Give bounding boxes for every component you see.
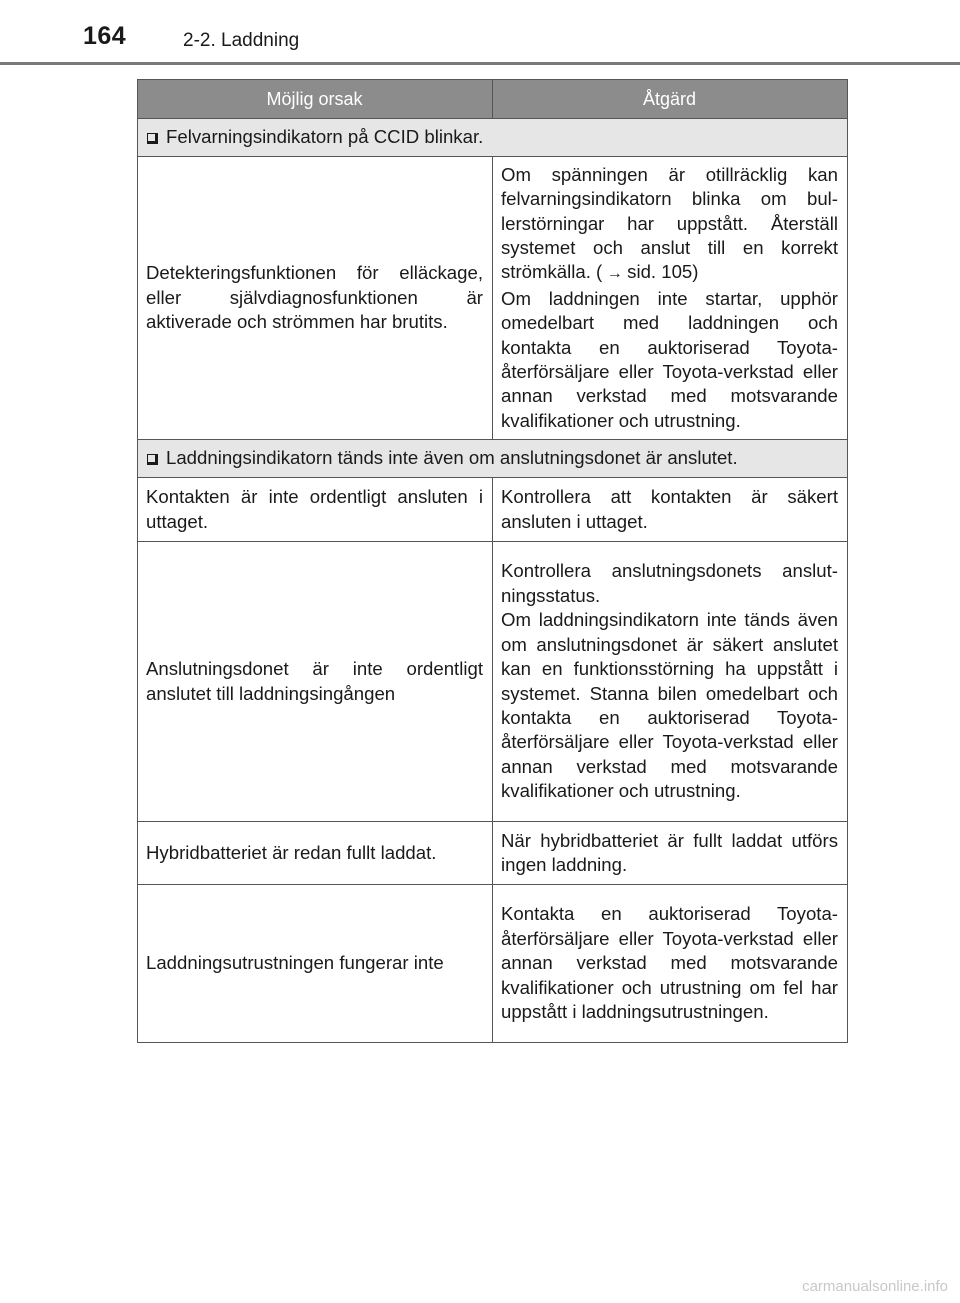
checkbox-icon (147, 133, 158, 144)
checkbox-icon (147, 454, 158, 465)
page-number: 164 (83, 22, 127, 50)
table-header-row (138, 80, 848, 119)
table-row (138, 542, 848, 822)
group-title-cell (138, 440, 848, 478)
table-row (138, 157, 848, 440)
action-text: Om laddningen inte startar, upphör omedelbart med laddningen och kontakta en auktoriserad Toyota-återförsäljare eller Toyota-verkstad eller annan verkstad med motsvarande kvalifikationer och utrustning. (501, 287, 838, 431)
table-row (138, 885, 848, 1043)
column-header-cause: Möjlig orsak (138, 80, 493, 119)
action-cell: Kontrollera att kontakten är säkert ansluten i uttaget. (493, 478, 848, 542)
group-title: Felvarningsindikatorn på CCID blinkar. (166, 126, 484, 148)
action-cell: När hybridbatteriet är fullt laddat utförs ingen laddning. (493, 822, 848, 885)
group-header (138, 119, 848, 157)
action-text: Om laddningsindikatorn inte tänds även om anslutningsdonet är säkert anslutet kan en funktionsstörning ha uppstått i systemet. Stanna bilen omedelbart och kontakta en auktoriserad Toyota-återförsäljare eller Toyota-verkstad eller annan verkstad med motsvarande kvalifikationer och utrustning. (501, 609, 838, 802)
action-cell (493, 157, 848, 440)
section-title: 2-2. Laddning (183, 30, 300, 51)
action-cell (493, 542, 848, 822)
group-header (138, 440, 848, 478)
group-title-cell (138, 119, 848, 157)
troubleshooting-table (137, 79, 848, 1043)
table-row (138, 822, 848, 885)
action-text: Om spänningen är otillräcklig kan felvarningsindikatorn blinka om bullerstörningar har uppstått. Återställ systemet och anslut till en korrekt strömkälla. ( (501, 163, 838, 283)
cause-cell: Hybridbatteriet är redan fullt laddat. (138, 822, 493, 885)
action-cell: Kontakta en auktoriserad Toyota-återförsäljare eller Toyota-verkstad eller annan verkstad med motsvarande kvalifikationer och utrustning om fel har uppstått i laddningsutrustningen. (493, 885, 848, 1043)
arrow-right-icon: → (602, 265, 628, 283)
group-title: Laddningsindikatorn tänds inte även om anslutningsdonet är anslutet. (166, 447, 738, 469)
watermark-text: carmanualsonline.info (802, 1278, 948, 1295)
page-reference: sid. 105) (627, 261, 699, 283)
cause-cell: Detekteringsfunktionen för elläckage, eller självdiagnosfunktionen är aktiverade och strömmen har brutits. (138, 157, 493, 440)
header-divider (0, 62, 960, 65)
table-row (138, 478, 848, 542)
cause-cell: Anslutningsdonet är inte ordentligt anslutet till laddningsingången (138, 542, 493, 822)
column-header-action: Åtgärd (493, 80, 848, 119)
action-text: Kontrollera anslutningsdonets anslutningsstatus. (501, 560, 838, 606)
cause-cell: Kontakten är inte ordentligt ansluten i uttaget. (138, 478, 493, 542)
cause-cell: Laddningsutrustningen fungerar inte (138, 885, 493, 1043)
